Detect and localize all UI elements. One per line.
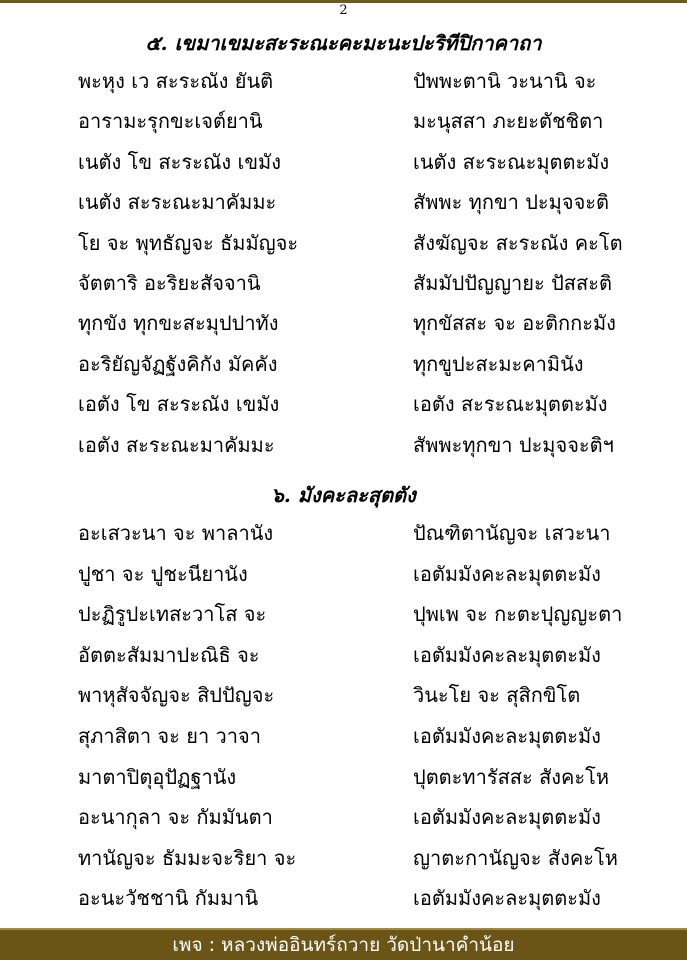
verse-second-half: สัพพะทุกขา ปะมุจจะติฯ: [413, 432, 614, 457]
verse-first-half: เอตัง โข สะระณัง เขมัง: [78, 392, 280, 417]
verse-second-half: เอตัมมังคะละมุตตะมัง: [413, 561, 601, 586]
verse-line: [0, 270, 687, 310]
verse-second-half: ปัพพะตานิ วะนานิ จะ: [413, 69, 597, 93]
verse-second-half: สัพพะ ทุกขา ปะมุจจะติ: [413, 190, 610, 215]
verse-first-half: อัตตะสัมมาปะณิธิ จะ: [78, 642, 260, 667]
verse-line: [0, 520, 687, 561]
verse-second-half: วินะโย จะ สุสิกขิโต: [413, 683, 581, 708]
verse-first-half: ปะฏิรูปะเทสะวาโส จะ: [78, 602, 267, 627]
verse-line: [0, 723, 687, 764]
verse-second-half: สังฆัญจะ สะระณัง คะโต: [413, 230, 623, 255]
verse-second-half: เอตัง สะระณะมุตตะมัง: [413, 392, 608, 417]
verse-line: [0, 149, 687, 189]
verse-first-half: เนตัง โข สะระณัง เขมัง: [78, 149, 281, 174]
verse-first-half: อะนากุลา จะ กัมมันตา: [78, 805, 273, 830]
verse-line: [0, 68, 687, 108]
verse-second-half: เอตัมมังคะละมุตตะมัง: [413, 723, 601, 748]
verse-first-half: จัตตาริ อะริยะสัจจานิ: [78, 270, 261, 295]
footer-bar: [0, 928, 687, 960]
page-number: 2: [339, 3, 348, 18]
verse-second-half: ปุตตะทารัสสะ สังคะโห: [413, 764, 610, 789]
verse-line: [0, 804, 687, 845]
verse-second-half: ปัณฑิตานัญจะ เสวะนา: [413, 521, 611, 545]
verse-line: [0, 230, 687, 270]
section-title-khemakhema: ๕. เขมาเขมะสะระณะคะมะนะปะริทีปิกาคาถา: [145, 31, 542, 55]
section-title-mangala-sutta: ๖. มังคะละสุตตัง: [271, 483, 416, 507]
verse-list-mangala-sutta: [0, 520, 687, 926]
verse-first-half: อะเสวะนา จะ พาลานัง: [78, 521, 274, 545]
footer-page-credit: เพจ : หลวงพ่ออินทร์ถวาย วัดป่านาคำน้อย: [172, 934, 515, 956]
verse-first-half: อารามะรุกขะเจต์ยานิ: [78, 109, 263, 134]
verse-line: [0, 845, 687, 886]
verse-line: [0, 310, 687, 350]
verse-second-half: เนตัง สะระณะมุตตะมัง: [413, 149, 610, 174]
verse-second-half: ทุกขูปะสะมะคามินัง: [413, 351, 584, 376]
verse-line: [0, 561, 687, 602]
verse-first-half: ทุกขัง ทุกขะสะมุปปาทัง: [78, 311, 279, 336]
verse-line: [0, 682, 687, 723]
verse-first-half: สุภาสิตา จะ ยา วาจา: [78, 723, 261, 748]
verse-list-khemakhema: [0, 68, 687, 472]
verse-first-half: ทานัญจะ ธัมมะจะริยา จะ: [78, 845, 297, 870]
verse-first-half: อะริยัญจัฏฐังคิกัง มัคคัง: [78, 351, 278, 376]
verse-line: [0, 642, 687, 683]
verse-first-half: มาตาปิตุอุปัฏฐานัง: [78, 764, 237, 789]
verse-line: [0, 108, 687, 148]
verse-second-half: เอตัมมังคะละมุตตะมัง: [413, 642, 601, 667]
verse-first-half: เนตัง สะระณะมาคัมมะ: [78, 190, 277, 215]
verse-second-half: เอตัมมังคะละมุตตะมัง: [413, 886, 601, 911]
verse-first-half: โย จะ พุทธัญจะ ธัมมัญจะ: [78, 230, 299, 255]
verse-line: [0, 351, 687, 391]
verse-first-half: พะหุง เว สะระณัง ยันติ: [78, 69, 274, 93]
verse-line: [0, 189, 687, 229]
verse-first-half: เอตัง สะระณะมาคัมมะ: [78, 432, 275, 457]
verse-line: [0, 764, 687, 805]
verse-second-half: ญาตะกานัญจะ สังคะโห: [413, 845, 618, 870]
verse-first-half: ปูชา จะ ปูชะนียานัง: [78, 561, 248, 586]
verse-first-half: พาหุสัจจัญจะ สิปปัญจะ: [78, 683, 275, 708]
verse-line: [0, 601, 687, 642]
verse-line: [0, 391, 687, 431]
verse-second-half: สัมมัปปัญญายะ ปัสสะติ: [413, 270, 612, 295]
verse-second-half: ปุพเพ จะ กะตะปุญญะตา: [413, 602, 623, 627]
verse-line: [0, 885, 687, 926]
verse-second-half: มะนุสสา ภะยะตัชชิตา: [413, 109, 604, 134]
verse-line: [0, 432, 687, 472]
verse-second-half: เอตัมมังคะละมุตตะมัง: [413, 805, 601, 830]
verse-first-half: อะนะวัชชานิ กัมมานิ: [78, 886, 259, 911]
verse-second-half: ทุกขัสสะ จะ อะติกกะมัง: [413, 311, 616, 336]
